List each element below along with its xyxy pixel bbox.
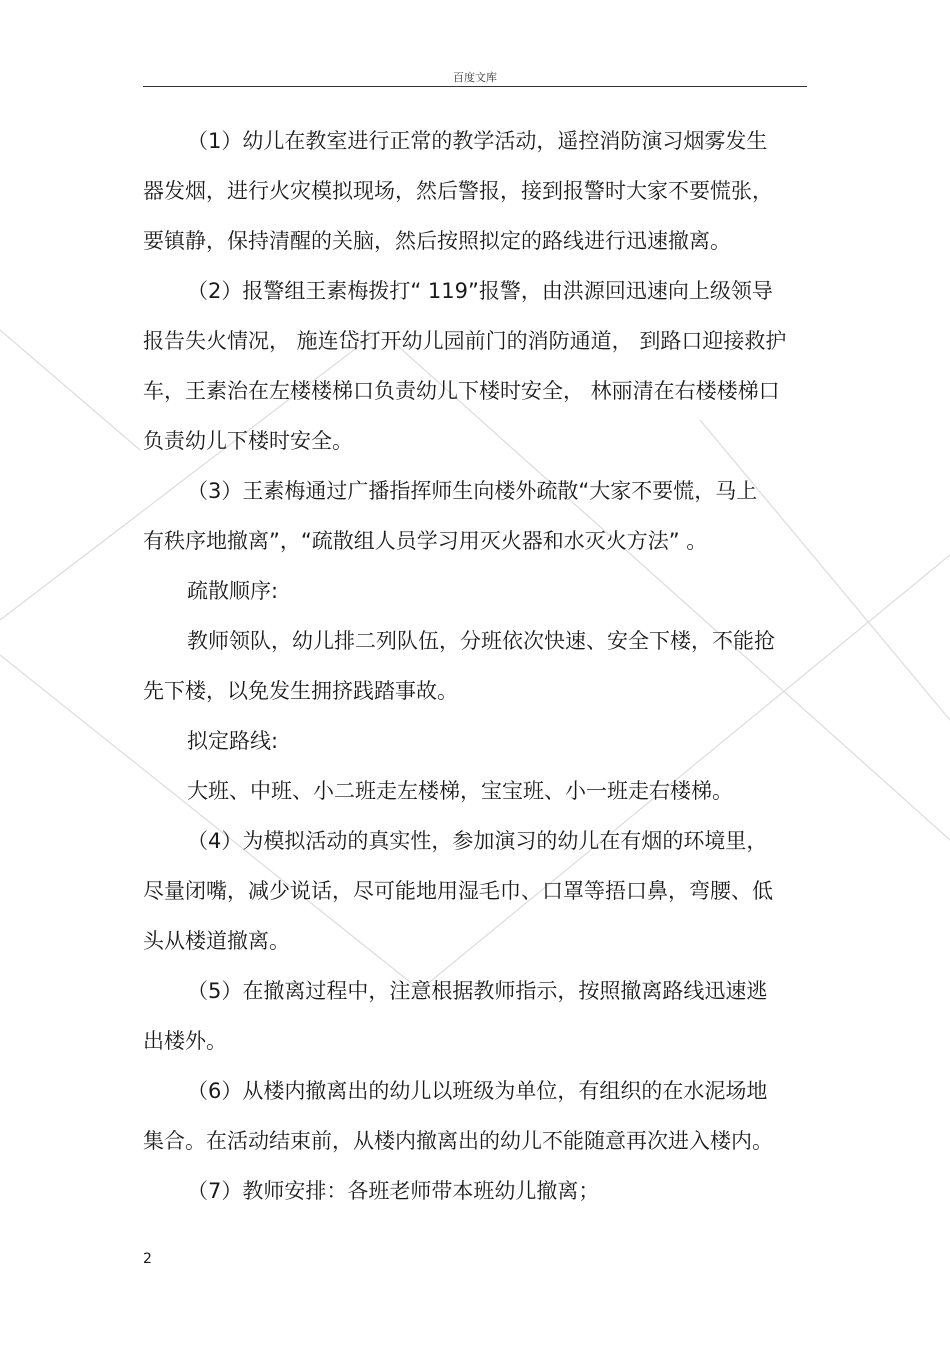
document-body — [143, 116, 808, 1216]
text-line: 集合。在活动结束前，从楼内撤离出的幼儿不能随意再次进入楼内。 — [143, 1129, 773, 1153]
page-number: 2 — [143, 1251, 152, 1267]
text-line: 报告失火情况， 施连岱打开幼儿园前门的消防通道， 到路口迎接救护 — [143, 329, 787, 353]
text-line: （3）王素梅通过广播指挥师生向楼外疏散“大家不要慌，马上 — [187, 479, 758, 503]
text-line: 要镇静，保持清醒的关脑，然后按照拟定的路线进行迅速撤离。 — [143, 229, 731, 253]
text-line: 车，王素治在左楼楼梯口负责幼儿下楼时安全， 林丽清在右楼楼梯口 — [143, 379, 780, 403]
header-title: 百度文库 — [453, 71, 497, 84]
page-header — [143, 66, 807, 87]
text-line: （2）报警组王素梅拨打“ 119”报警，由洪源回迅速向上级领导 — [187, 279, 773, 303]
text-line: （7）教师安排：各班老师带本班幼儿撤离； — [187, 1179, 600, 1203]
text-line: 大班、中班、小二班走左楼梯，宝宝班、小一班走右楼梯。 — [187, 779, 733, 803]
text-line: 负责幼儿下楼时安全。 — [143, 429, 353, 453]
text-line: 尽量闭嘴，减少说话，尽可能地用湿毛巾、口罩等捂口鼻，弯腰、低 — [143, 879, 773, 903]
text-line: （6）从楼内撤离出的幼儿以班级为单位，有组织的在水泥场地 — [187, 1079, 768, 1103]
text-line: 拟定路线: — [187, 729, 279, 753]
text-line: 头从楼道撤离。 — [143, 929, 290, 953]
text-line: （4）为模拟活动的真实性，参加演习的幼儿在有烟的环境里， — [187, 829, 768, 853]
text-line: 教师领队，幼儿排二列队伍，分班依次快速、安全下楼，不能抢 — [187, 629, 775, 653]
text-line: 先下楼，以免发生拥挤践踏事故。 — [143, 679, 458, 703]
text-line: 器发烟，进行火灾模拟现场，然后警报，接到报警时大家不要慌张， — [143, 179, 773, 203]
text-line: 疏散顺序: — [187, 579, 279, 603]
text-line: （1）幼儿在教室进行正常的教学活动，遥控消防演习烟雾发生 — [187, 129, 768, 153]
text-line: 有秩序地撤离”，“疏散组人员学习用灭火器和水灭火方法” 。 — [143, 529, 708, 553]
text-line: （5）在撤离过程中，注意根据教师指示，按照撤离路线迅速逃 — [187, 979, 768, 1003]
text-line: 出楼外。 — [143, 1029, 227, 1053]
